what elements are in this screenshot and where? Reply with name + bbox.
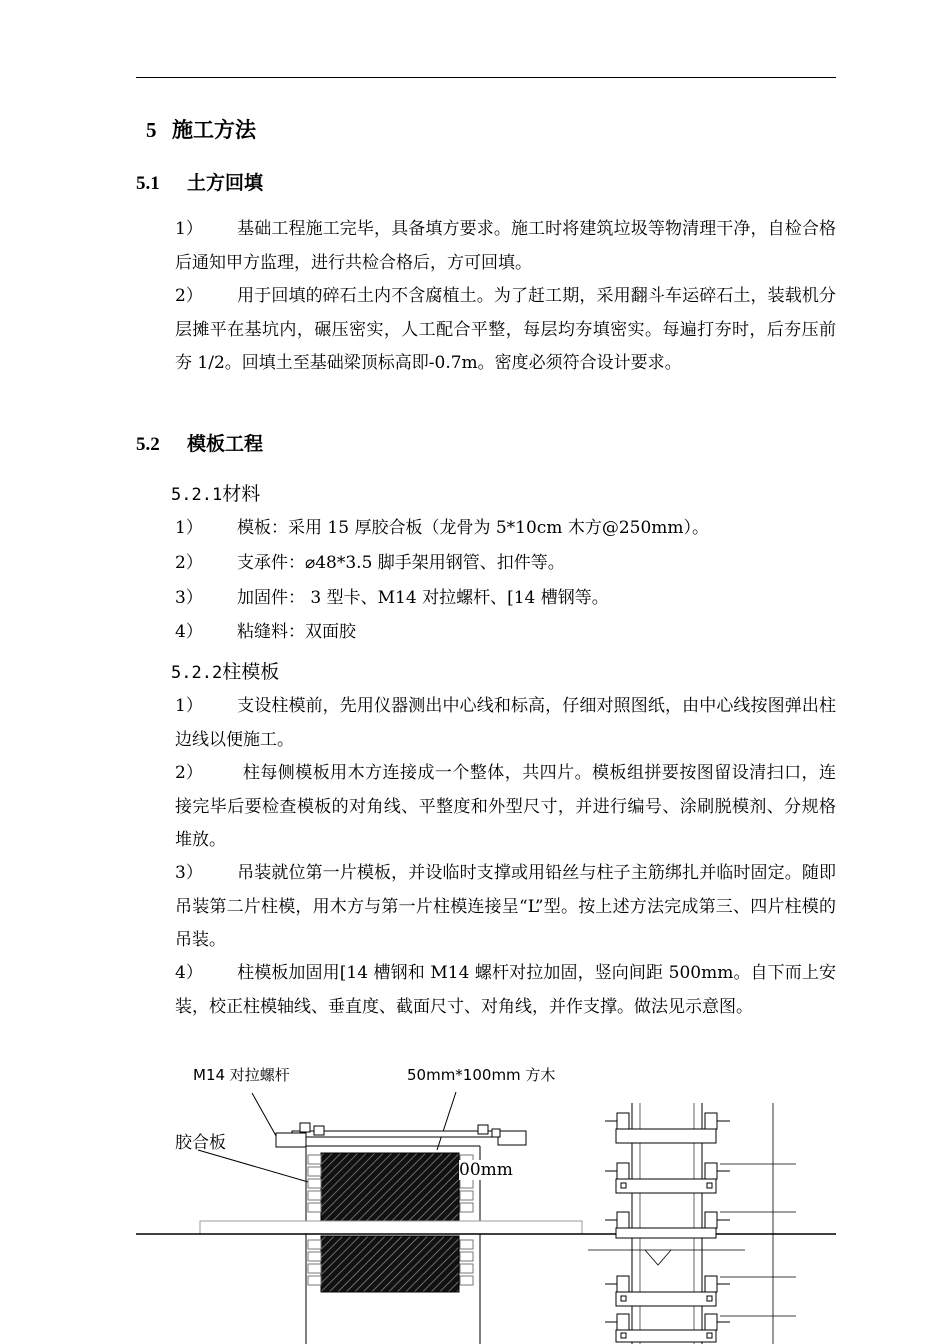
concrete-section-upper xyxy=(321,1153,459,1221)
section-number: 5 xyxy=(146,118,157,142)
item-number: 2） xyxy=(175,553,203,573)
section-title: 施工方法 xyxy=(172,117,256,142)
subsubsection-number: 5.2.2 xyxy=(171,663,223,683)
subsubsection-title: 柱模板 xyxy=(222,661,280,683)
clip-right xyxy=(478,1125,488,1134)
item-number: 1） xyxy=(175,219,203,239)
elevation-channels xyxy=(616,1129,716,1342)
subsection-number: 5.2 xyxy=(136,434,160,455)
concrete-section-lower xyxy=(321,1236,459,1292)
item-number: 1） xyxy=(175,518,203,538)
item-number: 4） xyxy=(175,963,203,983)
subsubsection-number: 5.2.1 xyxy=(171,485,223,505)
leader-line-plywood xyxy=(198,1150,322,1186)
item-text: 支设柱模前，先用仪器测出中心线和标高，仔细对照图纸，由中心线按图弹出柱边线以便施工。 xyxy=(175,696,836,750)
item-text: 加固件： 3 型卡、M14 对拉螺杆、[14 槽钢等。 xyxy=(237,588,609,608)
clip-left xyxy=(300,1123,310,1132)
elevation-channel-holes xyxy=(621,1183,712,1338)
item-number: 4） xyxy=(175,622,203,642)
label-dimension: 00mm xyxy=(459,1160,513,1180)
label-plywood: 胶合板 xyxy=(175,1133,226,1153)
bolt-nut-left xyxy=(276,1133,306,1147)
item-text: 柱每侧模板用木方连接成一个整体，共四片。模板组拼要按图留设清扫口，连接完毕后要检查模板的对角线、平整度和外型尺寸，并进行编号、涂刷脱模剂、分规格堆放。 xyxy=(175,763,836,850)
label-timber: 50mm*100mm 方木 xyxy=(407,1066,556,1084)
item-text: 用于回填的碎石土内不含腐植土。为了赶工期，采用翻斗车运碎石土，装载机分层摊平在基坑内，碾压密实，人工配合平整，每层均夯填密实。每遍打夯时，后夯压前夯 1/2。回填土至基础梁顶标高即-0.7m。密度必须符合设计要求。 xyxy=(175,286,836,373)
bolt-nut-right xyxy=(498,1131,526,1145)
item-text: 吊装就位第一片模板，并设临时支撑或用铅丝与柱子主筋绑扎并临时固定。随即吊装第二片柱模，用木方与第一片柱模连接呈“L”型。按上述方法完成第三、四片柱模的吊装。 xyxy=(175,863,836,950)
elevation-break-mark xyxy=(645,1250,671,1265)
subsection-title: 土方回填 xyxy=(187,172,264,194)
leader-line-timber xyxy=(437,1092,456,1150)
item-number: 2） xyxy=(175,286,203,306)
subsection-title: 模板工程 xyxy=(187,433,264,455)
item-number: 2） xyxy=(175,763,203,783)
item-text: 基础工程施工完毕，具备填方要求。施工时将建筑垃圾等物清理干净，自检合格后通知甲方监理，进行共检合格后，方可回填。 xyxy=(175,219,836,273)
item-text: 支承件：⌀48*3.5 脚手架用钢管、扣件等。 xyxy=(237,553,565,573)
label-tie-bolt: M14 对拉螺杆 xyxy=(193,1066,290,1084)
item-number: 3） xyxy=(175,588,203,608)
elevation-dimension-ticks xyxy=(720,1164,796,1316)
clip-left-2 xyxy=(314,1126,324,1135)
clip-right-2 xyxy=(492,1129,500,1137)
item-number: 1） xyxy=(175,696,203,716)
slab-band xyxy=(200,1221,582,1234)
subsection-number: 5.1 xyxy=(136,173,160,194)
item-text: 模板：采用 15 厚胶合板（龙骨为 5*10cm 木方@250mm）。 xyxy=(237,518,710,538)
subsubsection-title: 材料 xyxy=(222,483,261,505)
item-text: 粘缝料：双面胶 xyxy=(237,622,356,642)
item-number: 3） xyxy=(175,863,203,883)
item-text: 柱模板加固用[14 槽钢和 M14 螺杆对拉加固，竖向间距 500mm。自下而上安装，校正柱模轴线、垂直度、截面尺寸、对角线，并作支撑。做法见示意图。 xyxy=(175,963,836,1017)
